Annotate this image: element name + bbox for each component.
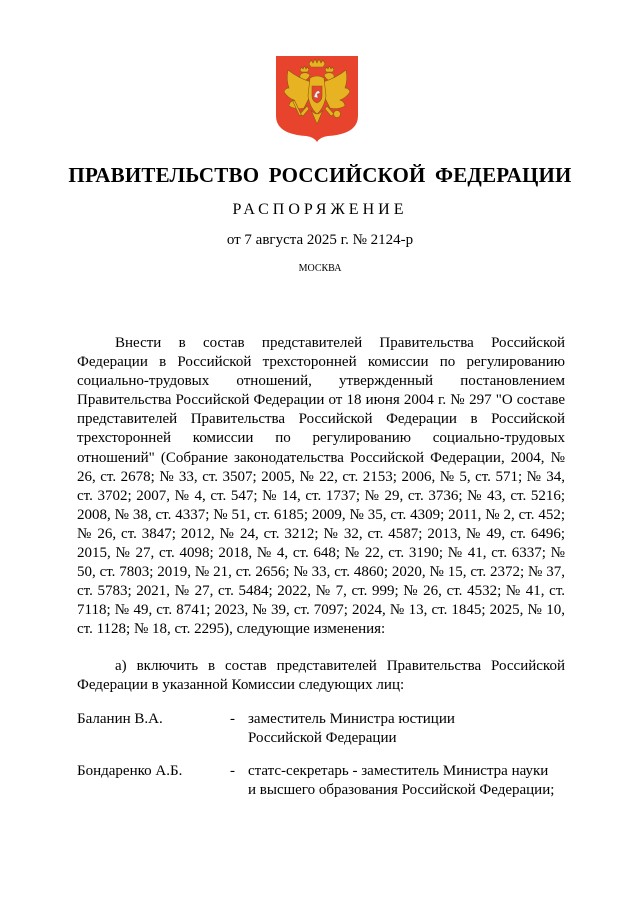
person-name: Бондаренко А.Б. (77, 763, 183, 779)
separator-dash: - (230, 763, 235, 779)
main-paragraph: Внести в состав представителей Правительства Российской Федерации в Российской трехсторонней комиссии по регулированию социально-трудовых отношений, утвержденный постановлением Правительства Российской Федерации от 18 июня 2004 г. № 297 "О составе представителей Правительства Российской Федерации в Российской трехсторонней комиссии по регулированию социально-трудовых отношений" (Собрание законодательства Российской Федерации, 2004, № 26, ст. 2678; № 33, ст. 3507; 2005, № 22, ст. 2153; 2006, № 5, ст. 571; № 34, ст. 3702; 2007, № 4, ст. 547; № 14, ст. 1737; № 29, ст. 3736; № 43, ст. 5216; 2008, № 38, ст. 4337; № 51, ст. 6185; 2009, № 35, ст. 4309; 2011, № 2, ст. 452; № 26, ст. 3847; 2012, № 24, ст. 3212; № 32, ст. 4587; 2013, № 49, ст. 6496; 2015, № 27, ст. 4098; 2018, № 4, ст. 648; № 22, ст. 3190; № 41, ст. 6337; № 50, ст. 7803; 2019, № 21, ст. 2656; № 33, ст. 4860; 2020, № 15, ст. 2372; № 37, ст. 5783; 2021, № 27, ст. 5484; 2022, № 7, ст. 999; № 26, ст. 4532; № 41, ст. 7118; № 49, ст. 8741; 2023, № 39, ст. 7097; 2024, № 13, ст. 1845; 2025, № 10, ст. 1128; № 18, ст. 2295), следующие изменения: (77, 335, 565, 638)
person-name: Баланин В.А. (77, 711, 163, 727)
person-position (248, 710, 568, 748)
person-position-line: статс-секретарь - заместитель Министра науки (248, 763, 549, 779)
government-title: ПРАВИТЕЛЬСТВО РОССИЙСКОЙ ФЕДЕРАЦИИ (68, 163, 572, 187)
person-position (248, 762, 568, 800)
document-city: МОСКВА (298, 263, 342, 274)
document-type: РАСПОРЯЖЕНИЕ (232, 201, 408, 218)
clause-a-paragraph: а) включить в состав представителей Правительства Российской Федерации в указанной Комиссии следующих лиц: (77, 658, 565, 694)
document-date-number: от 7 августа 2025 г. № 2124-р (226, 232, 414, 248)
person-position-line: Российской Федерации (248, 730, 397, 747)
coat-of-arms-emblem (276, 56, 358, 142)
person-position-line: и высшего образования Российской Федерации; (248, 782, 555, 799)
person-position-line: заместитель Министра юстиции (248, 711, 455, 727)
double-headed-eagle-icon (276, 56, 358, 142)
separator-dash: - (230, 711, 235, 727)
